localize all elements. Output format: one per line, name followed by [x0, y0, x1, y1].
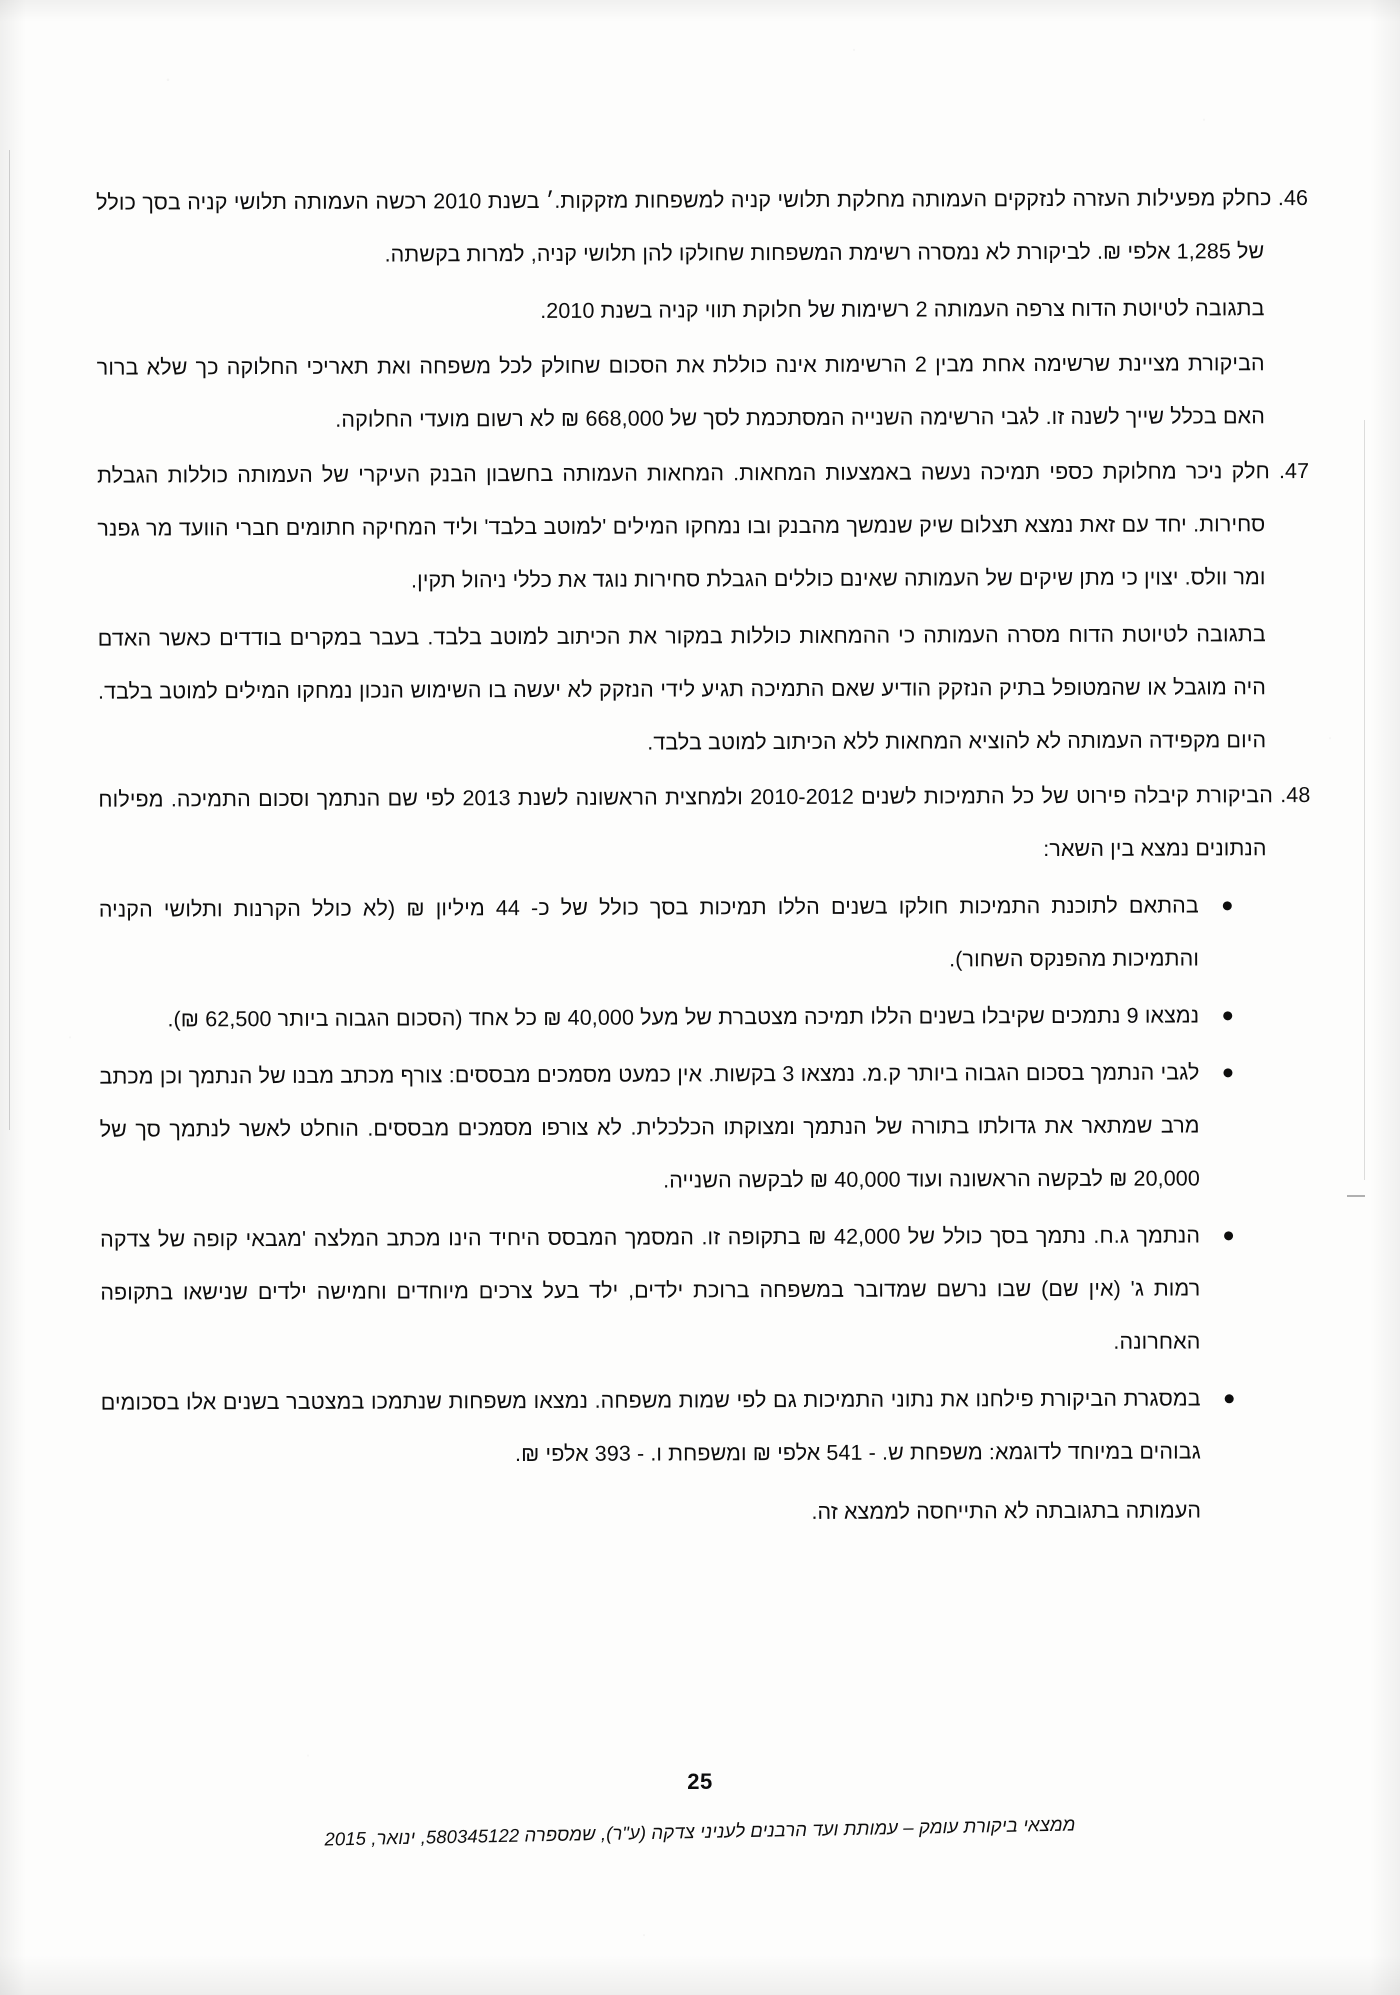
bullet-budget-plan-text: בהתאם לתוכנת התמיכות חולקו בשנים הללו תמיכות בסך כולל של כ- 44 מיליון ₪ (לא כולל הקרנות ותלושי הקניה והתמיכות מהפנקס השחור).	[98, 893, 1200, 972]
clause-48-number: 48.	[1280, 782, 1311, 808]
clause-46-text	[96, 172, 1309, 282]
bullet-nine-recipients-text: נמצאו 9 נתמכים שקיבלו בשנים הללו תמיכה מצטברת של מעל 40,000 ₪ כל אחד (הסכום הגבוה ביותר 62,500 ₪).	[167, 1003, 1200, 1032]
scan-artifact-tick	[1347, 1195, 1365, 1197]
page-footer	[0, 1769, 1400, 1850]
clause-46-number: 46.	[1277, 185, 1309, 211]
document-body	[96, 172, 1313, 1542]
page-number: 25	[687, 1769, 713, 1794]
scan-edge-shadow-left	[0, 0, 26, 1995]
bullet-recipient-gh-text: הנתמך ג.ח. נתמך בסך כולל של 42,000 ₪ בתקופה זו. המסמך המבסס היחיד הינו מכתב המלצה 'מגבאי קופה של צדקה רמות ג' (אין שם) שבו נרשם שמדובר במשפחה ברוכת ילדים, ילד בעל צרכים מיוחדים וחמישה ילדים שנישאו בתקופה האחרונה.	[100, 1223, 1201, 1354]
list-item	[99, 879, 1199, 989]
clause-48-body: הביקורת קיבלה פירוט של כל התמיכות לשנים 2010-2012 ולמחצית הראשונה לשנת 2013 לפי שם הנתמך וסכום התמיכה. מפילוח הנתונים נמצא בין השאר:	[98, 783, 1274, 862]
response-46-line-2: הביקורת מציינת שרשימה אחת מבין 2 הרשימות אינה כוללת את הסכום שחולק לכל משפחה ואת תאריכי החלוקה כך שלא ברור האם בכלל שייך לשנה זו. לגבי הרשימה השנייה המסתכמת לסך של 668,000 ₪ לא רשום מועדי החלוקה.	[96, 351, 1265, 432]
scan-edge-shadow-bottom	[0, 1955, 1400, 1995]
response-46-line-1: בתגובה לטיוטת הדוח צרפה העמותה 2 רשימות של חלוקת תווי קניה בשנת 2010.	[540, 296, 1265, 323]
clause-48-text	[98, 769, 1311, 879]
bullet-highest-recipient-km-text: לגבי הנתמך בסכום הגבוה ביותר ק.מ. נמצאו 3 בקשות. אין כמעט מסמכים מבססים: צורף מכתב מבנו של הנתמך וכן מכתב מרב שמתאר את גדולתו בתורה של הנתמך ומצוקתו הכלכלית. לא צורפו מסמכים מבססים. הוחלט לאשר לנתמך סך של 20,000 ₪ לבקשה הראשונה ועוד 40,000 ₪ לבקשה השנייה.	[99, 1060, 1200, 1193]
bullet-dot-icon	[1223, 901, 1232, 910]
bullet-dot-icon	[1225, 1394, 1234, 1403]
scan-artifact-line-left	[9, 150, 10, 1130]
clause-47	[97, 445, 1310, 609]
bullet-dot-icon	[1224, 1231, 1233, 1240]
clause-46-body: כחלק מפעילות העזרה לנזקקים העמותה מחלקת תלושי קניה למשפחות מזקקות.׳ בשנת 2010 רכשה העמותה תלושי קניה בסך כולל של 1,285 אלפי ₪. לביקורת לא נמסרה רשימת המשפחות שחולקו להן תלושי קניה, למרות בקשתה.	[96, 186, 1272, 267]
list-item	[100, 1209, 1201, 1372]
list-item	[99, 1046, 1200, 1209]
scan-edge-shadow-right	[1370, 0, 1400, 1995]
clause-47-text	[97, 445, 1310, 608]
clause-46	[96, 172, 1308, 283]
list-item	[101, 1372, 1201, 1482]
clause-48	[98, 769, 1310, 880]
bullet-dot-icon	[1223, 1068, 1232, 1077]
clause-47-body: חלק ניכר מחלוקת כספי תמיכה נעשה באמצעות המחאות. המחאות העמותה בחשבון הבנק העיקרי של העמותה כוללות הגבלת סחירות. יחד עם זאת נמצא תצלום שיק שנמשך מהבנק ובו נמחקו המילים 'למוטב בלבד' וליד המחיקה חתומים חברי הוועד מר גפנר ומר וולס. יצוין כי מתן שיקים של העמותה שאינם כוללים הגבלת סחירות נוגד את כללי ניהול תקין.	[97, 459, 1270, 593]
findings-bullet-list	[99, 879, 1313, 1483]
list-item	[99, 989, 1199, 1046]
footer-source-note: ממצאי ביקורת עומק – עמותת ועד הרבנים לעניני צדקה (ע"ר), שמספרה 580345122, ינואר, 2015	[324, 1813, 1076, 1850]
clause-47-number: 47.	[1278, 458, 1310, 484]
scan-edge-shadow-top	[0, 0, 1400, 22]
bullet-dot-icon	[1223, 1011, 1232, 1020]
scan-artifact-line-right	[1364, 420, 1365, 1180]
response-47-line-1: בתגובה לטיוטת הדוח מסרה העמותה כי ההמחאות כוללות במקור את הכיתוב למוטב בלבד. בעבר במקרים בודדים כאשר האדם היה מוגבל או שהמטופל בתיק הנזקק הודיע שאם התמיכה תגיע לידי הנזקק לא יעשה בו השימוש הנכון נמחקו המילים למוטב בלבד. היום מקפידה העמותה לא להוציא המחאות ללא הכיתוב למוטב בלבד.	[97, 622, 1267, 755]
closing-statement: העמותה בתגובתה לא התייחסה לממצא זה.	[811, 1498, 1202, 1524]
bullet-family-breakdown-text: במסגרת הביקורת פילחנו את נתוני התמיכות גם לפי שמות משפחה. נמצאו משפחות שנתמכו במצטבר בשנים אלו בסכומים גבוהים במיוחד לדוגמא: משפחת ש. - 541 אלפי ₪ ומשפחת ו. - 393 אלפי ₪.	[100, 1386, 1201, 1467]
